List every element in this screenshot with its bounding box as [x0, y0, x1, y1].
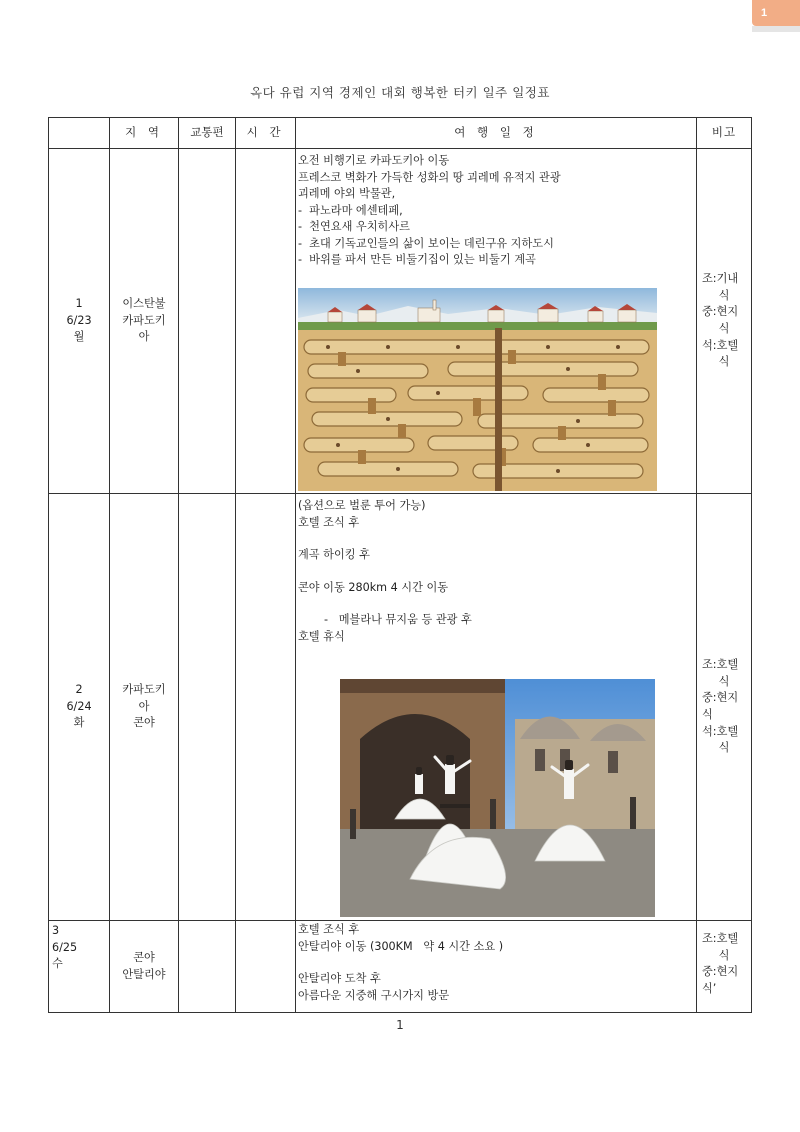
itinerary-table: [48, 117, 752, 1013]
header-remark: 비고: [697, 118, 752, 149]
header-transport: 교통편: [179, 118, 236, 149]
day-number: 3: [52, 924, 60, 937]
header-time: 시 간: [236, 118, 296, 149]
region-line: 카파도키: [122, 683, 166, 697]
meal-lunch: 중:현지: [702, 691, 739, 705]
underground-city-illustration: [298, 288, 657, 491]
day-weekday: 화: [73, 716, 85, 730]
meal-dinner: 석:호텔: [702, 338, 739, 352]
region-line: 아: [138, 330, 150, 344]
region-line: 이스탄불: [122, 297, 166, 311]
plan-line: 아름다운 지중해 구시가지 방문: [298, 988, 450, 1002]
meal-dinner: 석:호텔: [702, 724, 739, 738]
page-number: 1: [396, 1018, 404, 1032]
day-date: 6/25: [52, 940, 78, 954]
meal-breakfast: 조:호텔: [702, 932, 739, 945]
plan-line: 안탈리야 도착 후: [298, 972, 381, 986]
plan-line: 콘야 이동 280km 4 시간 이동: [298, 580, 449, 594]
day-cell: [49, 494, 110, 921]
transport-cell: [179, 149, 236, 494]
day-number: 2: [75, 683, 83, 697]
transport-cell: [179, 921, 236, 1013]
transport-cell: [179, 494, 236, 921]
table-row: [49, 921, 752, 1013]
plan-line: - 초대 기독교인들의 삶이 보이는 데린구유 지하도시: [298, 236, 554, 250]
meal-lunch-cont: 식: [718, 322, 730, 335]
time-cell: [236, 494, 296, 921]
plan-line: - 바위를 파서 만든 비둘기집이 있는 비둘기 계곡: [298, 253, 536, 267]
time-cell: [236, 149, 296, 494]
plan-line: 호텔 조식 후: [298, 923, 360, 936]
region-line: 콘야: [133, 950, 155, 964]
meal-dinner-cont: 식: [718, 355, 730, 369]
meal-lunch-cont: 식’: [702, 981, 717, 995]
plan-line: 안탈리야 이동 (300KM 약 4 시간 소요 ): [298, 939, 504, 953]
meal-lunch: 중:현지: [702, 305, 739, 319]
plan-line: 오전 비행기로 카파도키아 이동: [298, 154, 450, 167]
meal-breakfast: 조:호텔: [702, 658, 739, 672]
region-cell: [110, 921, 179, 1013]
header-day: [49, 118, 110, 149]
header-region: 지 역: [110, 118, 179, 149]
plan-line: - 메블라나 뮤지움 등 관광 후: [324, 613, 472, 627]
day-weekday: 수: [52, 957, 63, 971]
day-cell: [49, 149, 110, 494]
table-header-row: [49, 118, 752, 149]
document-title: 옥다 유럽 지역 경제인 대회 행복한 터키 일주 일정표: [250, 85, 550, 100]
plan-line: - 파노라마 에센테페,: [298, 203, 403, 217]
plan-line: [298, 596, 694, 612]
day-weekday: 월: [73, 330, 85, 344]
region-cell: [110, 149, 179, 494]
meal-breakfast-cont: 식: [718, 674, 730, 688]
remark-cell: [697, 494, 752, 921]
plan-line: 호텔 휴식: [298, 629, 345, 643]
meal-breakfast-cont: 식: [718, 948, 730, 962]
plan-cell: [296, 494, 697, 921]
remark-cell: [697, 921, 752, 1013]
header-plan: 여 행 일 정: [296, 118, 697, 149]
day-date: 6/24: [66, 699, 92, 713]
time-cell: [236, 921, 296, 1013]
plan-line: 프레스코 벽화가 가득한 성화의 땅 괴레메 유적지 관광: [298, 170, 561, 184]
day-cell: [49, 921, 110, 1013]
remark-cell: [697, 149, 752, 494]
plan-line: [298, 564, 694, 580]
region-line: 콘야: [133, 716, 155, 730]
plan-cell: [296, 921, 697, 1013]
plan-line: (옵션으로 벌룬 투어 가능): [298, 499, 426, 512]
plan-line: [298, 955, 694, 971]
plan-line: 괴레메 야외 박물관,: [298, 187, 396, 201]
region-line: 아: [138, 699, 150, 713]
meal-breakfast-cont: 식: [718, 288, 730, 302]
region-cell: [110, 494, 179, 921]
meal-breakfast: 조:기내: [702, 272, 739, 286]
plan-line: 계곡 하이킹 후: [298, 548, 370, 562]
plan-line: [298, 531, 694, 547]
plan-line: 호텔 조식 후: [298, 515, 360, 529]
page-number-tab: 1: [752, 0, 800, 26]
region-line: 카파도키: [122, 313, 166, 327]
table-row: [49, 494, 752, 921]
whirling-dervish-photo: [340, 679, 655, 917]
plan-cell: [296, 149, 697, 494]
meal-lunch: 중:현지: [702, 965, 739, 979]
table-row: [49, 149, 752, 494]
meal-dinner-cont: 식: [718, 741, 730, 755]
region-line: 안탈리야: [122, 967, 166, 981]
day-number: 1: [75, 297, 83, 311]
day-date: 6/23: [66, 313, 92, 327]
plan-line: - 천연요새 우치히사르: [298, 220, 410, 234]
meal-lunch-cont: 식: [702, 708, 713, 721]
